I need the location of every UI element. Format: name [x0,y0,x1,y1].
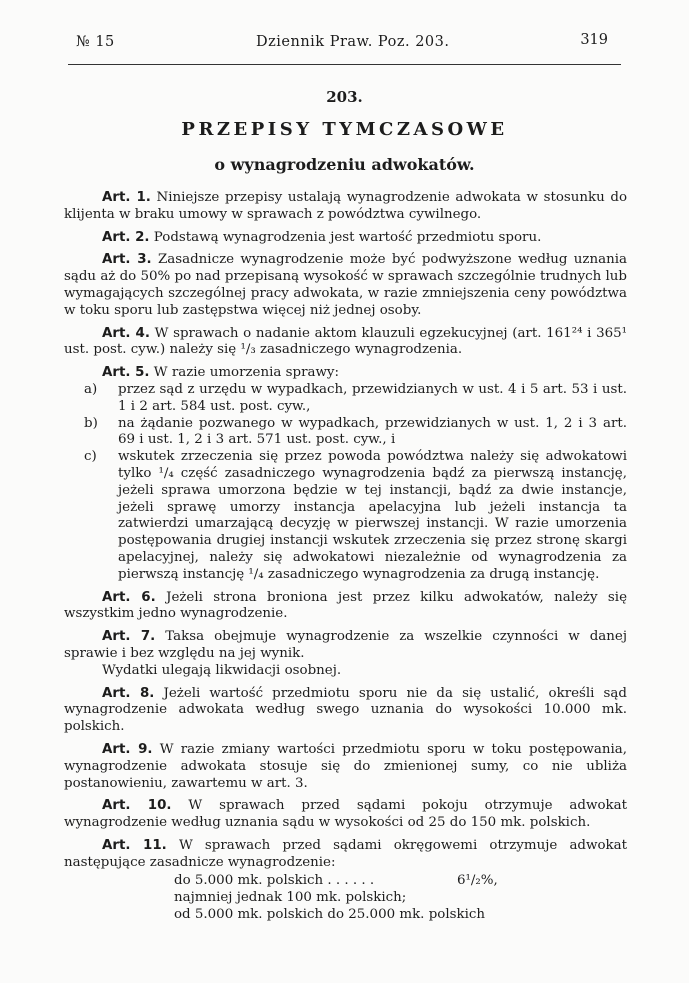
article-6 [64,590,627,624]
item-text: na żądanie pozwanego w wypadkach, przewidzianych w ust. 1, 2 i 3 art. 69 i ust. 1, 2 i 3 art. 571 ust. post. cyw., i [118,415,627,448]
article-text: Taksa obejmuje wynagrodzenie za wszelkie czynności w danej sprawie i bez względu na jej wynik. [64,629,627,661]
article-label: Art. 4. [102,325,150,341]
fee-range: najmniej jednak 100 mk. polskich; [174,890,407,906]
article-2 [64,230,627,247]
article-1 [64,190,627,224]
article-3 [64,252,627,319]
article-5-list [64,382,627,584]
article-text: W razie umorzenia sprawy: [153,365,339,381]
article-text: Jeżeli wartość przedmiotu sporu nie da się ustalić, określi sąd wynagrodzenie adwokata według swego uznania do wysokości 10.000 mk. polskich. [64,685,627,735]
fee-row [174,907,627,924]
article-8 [64,686,627,736]
act-number: 203. [326,88,363,106]
fee-table [174,873,627,924]
article-label: Art. 11. [102,837,167,853]
article-text: Podstawą wynagrodzenia jest wartość przedmiotu sporu. [153,229,542,245]
fee-range: do 5.000 mk. polskich . . . . . . [174,873,375,889]
list-item [64,416,627,450]
journal-title: Dziennik Praw. Poz. 203. [256,34,450,50]
issue-number: № 15 [76,34,115,50]
article-text: Niniejsze przepisy ustalają wynagrodzenie adwokata w stosunku do klijenta w braku umowy w sprawach z powództwa cywilnego. [64,190,628,222]
fee-rate: 6¹/₂%, [457,873,498,889]
document-body [64,190,627,924]
item-letter: a) [84,381,98,397]
article-text: W sprawach o nadanie aktom klauzuli egzekucyjnej (art. 161²⁴ i 365¹ ust. post. cyw.) należy się ¹/₃ zasadniczego wynagrodzenia. [64,325,627,358]
article-text: Wydatki ulegają likwidacji osobnej. [102,662,342,678]
item-text: przez sąd z urzędu w wypadkach, przewidzianych w ust. 4 i 5 art. 53 i ust. 1 i 2 art. 584 ust. post. cyw., [118,381,627,414]
article-text: Zasadnicze wynagrodzenie może być podwyższone według uznania sądu aż do 50% po nad przepisaną wysokość w sprawach szczególnie trudnych lub wymagających szczególnej pracy adwokata, w razie zmniejszenia ceny powództwa w toku sporu lub zastępstwa więcej niż jednej osoby. [64,252,627,318]
fee-row [174,873,627,890]
document-title: PRZEPISY TYMCZASOWE [181,119,508,140]
article-7 [64,629,627,663]
list-item [64,382,627,416]
item-letter: c) [84,449,97,465]
article-label: Art. 9. [102,741,153,757]
article-label: Art. 10. [102,798,172,814]
article-label: Art. 6. [102,589,156,605]
article-text: Jeżeli strona broniona jest przez kilku adwokatów, należy się wszystkim jedno wynagrodzenie. [64,589,628,622]
article-10 [64,798,627,832]
article-7-note [64,663,627,680]
article-label: Art. 1. [102,190,151,205]
article-4 [64,326,627,360]
page-number: 319 [580,32,608,48]
article-label: Art. 8. [102,685,155,701]
article-text: W sprawach przed sądami okręgowemi otrzymuje adwokat następujące zasadnicze wynagrodzenie: [64,837,627,870]
item-letter: b) [84,415,98,431]
page-header [70,32,630,54]
article-text: W razie zmiany wartości przedmiotu sporu w toku postępowania, wynagrodzenie adwokata stosuje się do zmienionej sumy, co nie ubliża postanowieniu, zawartemu w art. 3. [64,741,627,791]
item-text: wskutek zrzeczenia się przez powoda powództwa należy się adwokatowi tylko ¹/₄ część zasadniczego wynagrodzenia bądź za pierwszą instancję, jeżeli sprawa umorzona będzie w tej instancji, bądź za dwie instancje, jeżeli sprawę umorzy instancja apelacyjna lub jeżeli instancja ta zatwierdzi umarzającą decyzję w pierwszej instancji. W razie umorzenia postępowania drugiej instancji wskutek zrzeczenia się przez stronę skargi apelacyjnej, należy się adwokatowi niezależnie od wynagrodzenia za pierwszą instancję ¹/₄ zasadniczego wynagrodzenia za drugą instancję. [118,449,627,582]
document-subtitle: o wynagrodzeniu adwokatów. [214,155,475,174]
article-label: Art. 3. [102,252,152,268]
article-5 [64,365,627,382]
list-item [64,449,627,583]
article-label: Art. 5. [102,365,150,381]
article-label: Art. 2. [102,229,150,245]
fee-range: od 5.000 mk. polskich do 25.000 mk. polskich [174,907,486,923]
fee-row [174,890,627,907]
article-11 [64,838,627,872]
header-divider [68,64,621,65]
article-label: Art. 7. [102,629,156,645]
article-9 [64,742,627,792]
article-text: W sprawach przed sądami pokoju otrzymuje adwokat wynagrodzenie według uznania sądu w wysokości od 25 do 150 mk. polskich. [64,798,627,831]
